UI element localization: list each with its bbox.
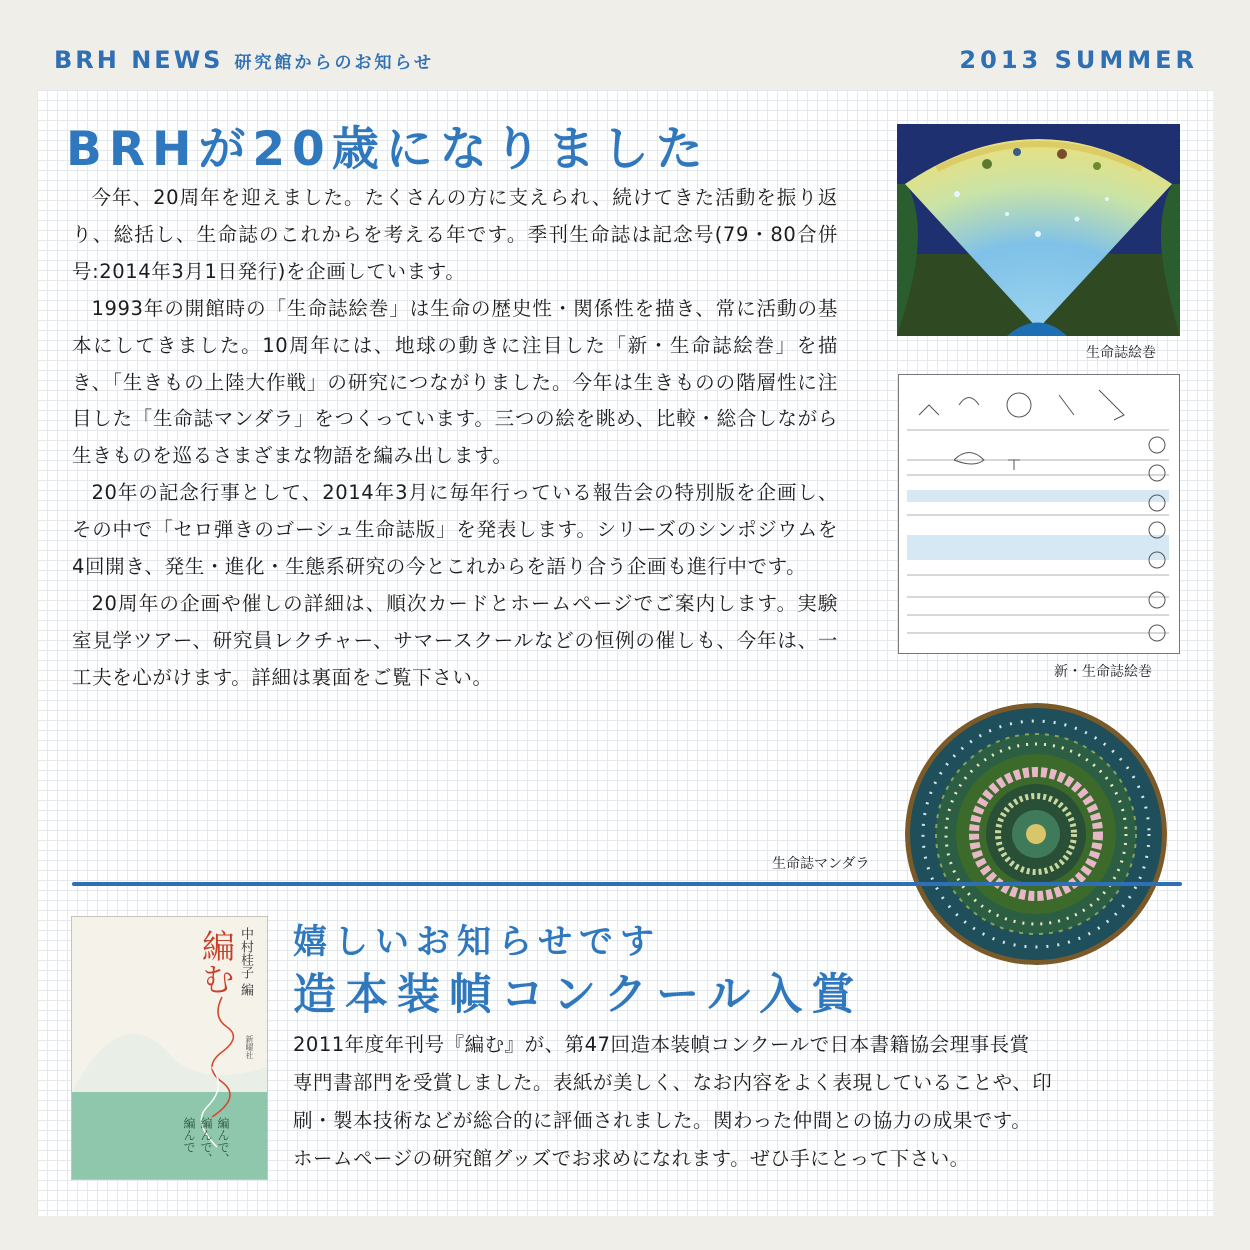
issue-season: 2013 SUMMER bbox=[959, 46, 1198, 74]
mandala-painting bbox=[905, 703, 1167, 965]
masthead bbox=[54, 46, 434, 74]
book-tagline-line: 編んで、 bbox=[216, 1117, 230, 1165]
brand-name: BRH NEWS bbox=[54, 46, 224, 74]
book-editor: 中村桂子 編 bbox=[238, 927, 253, 997]
mandala-illustration bbox=[905, 703, 1167, 965]
emaki-caption: 生命誌絵巻 bbox=[1086, 345, 1156, 361]
article-paragraph: 1993年の開館時の「生命誌絵巻」は生命の歴史性・関係性を描き、常に活動の基本にしてきました。10周年には、地球の動きに注目した「新・生命誌絵巻」を描き、「生きもの上陸大作戦」の研究につながりました。今年は生きものの階層性に注目した「生命誌マンダラ」をつくっています。三つの絵を眺め、比較・総合しながら生きものを巡るさまざまな物語を編み出します。 bbox=[72, 296, 838, 468]
book-publisher: 新曜社 bbox=[245, 1035, 254, 1059]
book-tagline bbox=[180, 1117, 231, 1179]
award-line: 2011年度年刊号『編む』が、第47回造本装幀コンクールで日本書籍協会理事長賞 bbox=[293, 1033, 1030, 1056]
award-body bbox=[293, 1026, 1173, 1178]
award-line: 専門書部門を受賞しました。表紙が美しく、なお内容をよく表現していることや、印 bbox=[293, 1071, 1053, 1094]
award-heading-small: 嬉しいお知らせです bbox=[293, 922, 661, 962]
new-emaki-drawing bbox=[898, 374, 1180, 654]
new-emaki-illustration bbox=[899, 375, 1179, 653]
emaki-illustration bbox=[897, 124, 1180, 336]
award-heading-large: 造本装幀コンクール入賞 bbox=[293, 970, 864, 1020]
article-paragraph: 今年、20周年を迎えました。たくさんの方に支えられ、続けてきた活動を振り返り、総括し、生命誌のこれからを考える年です。季刊生命誌は記念号(79・80合併号:2014年3月1日発行)を企画しています。 bbox=[72, 186, 838, 283]
book-tagline-line: 編んで、 bbox=[199, 1117, 213, 1165]
article-paragraph: 20周年の企画や催しの詳細は、順次カードとホームページでご案内します。実験室見学ツアー、研究員レクチャー、サマースクールなどの恒例の催しも、今年は、一工夫を心がけます。詳細は裏面をご覧下さい。 bbox=[72, 591, 838, 689]
award-line: ホームページの研究館グッズでお求めになれます。ぜひ手にとって下さい。 bbox=[293, 1147, 970, 1170]
new-emaki-caption: 新・生命誌絵巻 bbox=[1054, 664, 1152, 680]
award-line: 刷・製本技術などが総合的に評価されました。関わった仲間との協力の成果です。 bbox=[293, 1109, 1032, 1132]
book-cover bbox=[72, 917, 267, 1179]
brand-subtitle: 研究館からのお知らせ bbox=[234, 53, 435, 73]
article-paragraph: 20年の記念行事として、2014年3月に毎年行っている報告会の特別版を企画し、その中で「セロ弾きのゴーシュ生命誌版」を発表します。シリーズのシンポジウムを4回開き、発生・進化・生態系研究の今とこれからを語り合う企画も進行中です。 bbox=[72, 481, 838, 579]
book-tagline-line: 編んで bbox=[182, 1117, 196, 1153]
article-title: BRHが20歳になりました bbox=[66, 122, 710, 177]
mandala-caption: 生命誌マンダラ bbox=[772, 856, 870, 872]
book-title: 編む bbox=[197, 929, 236, 995]
article-body bbox=[72, 180, 838, 697]
section-divider bbox=[72, 882, 1182, 886]
emaki-painting bbox=[897, 124, 1180, 336]
